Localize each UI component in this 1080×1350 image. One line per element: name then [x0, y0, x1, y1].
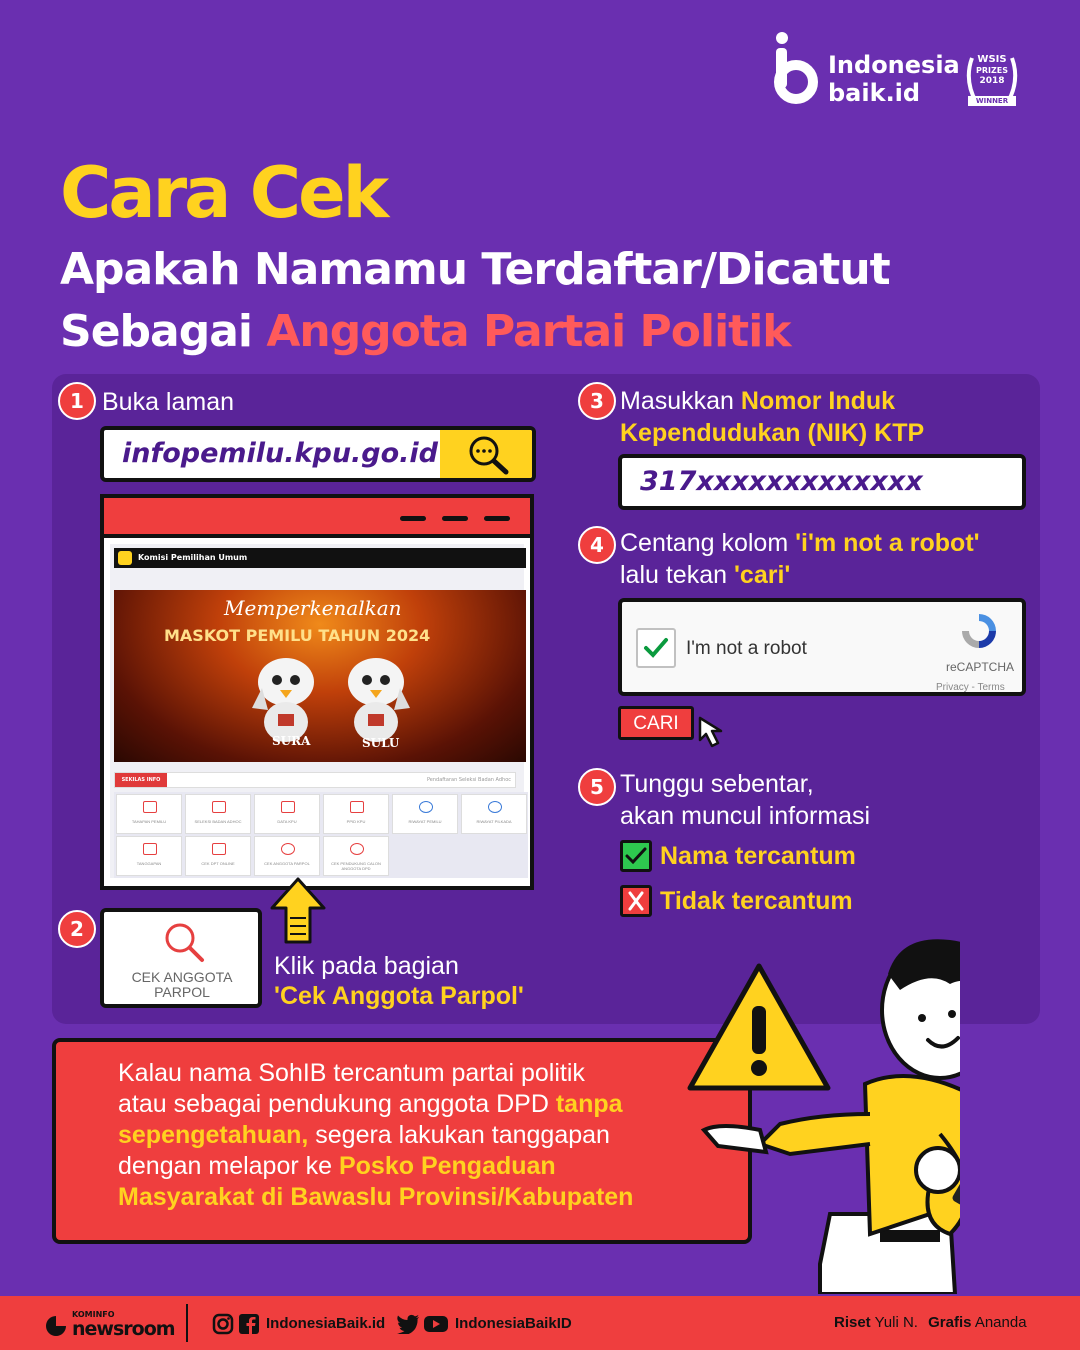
window-control-1 — [400, 516, 426, 521]
menu-item-label: RIWAYAT PEMILU — [408, 819, 442, 824]
step2-number: 2 — [58, 910, 96, 948]
warning-h1: tanpa — [555, 1090, 623, 1118]
checkmark-icon — [640, 632, 672, 664]
warning-line4 — [118, 1151, 678, 1182]
window-control-2 — [442, 516, 468, 521]
warning-line3 — [118, 1120, 678, 1151]
cursor-icon — [696, 714, 732, 754]
step4-text-line1 — [620, 527, 980, 559]
kpu-logo-icon — [118, 551, 132, 565]
award-line1: WSIS — [977, 54, 1007, 65]
warning-line2 — [118, 1089, 678, 1120]
menu-item-data-kpu[interactable] — [254, 794, 320, 834]
menu-item-riwayat-pemilu[interactable] — [392, 794, 458, 834]
cari-button-label: CARI — [633, 713, 679, 734]
award-line2: PRIZES — [975, 66, 1009, 75]
twitter-icon[interactable] — [396, 1314, 420, 1334]
step3-highlight-2: Kependudukan (NIK) KTP — [620, 419, 925, 447]
brand-logo — [772, 30, 1032, 120]
menu-item-seleksi[interactable] — [185, 794, 251, 834]
award-line3: 2018 — [979, 76, 1005, 86]
step3-text-plain: Masukkan — [620, 387, 741, 415]
banner-script: Memperkenalkan — [224, 596, 402, 620]
step2-text: Klik pada bagian — [274, 952, 459, 980]
idcard-icon — [212, 801, 226, 813]
nik-input[interactable] — [618, 454, 1026, 510]
step1-number: 1 — [58, 382, 96, 420]
website-viewport — [110, 544, 524, 878]
search-icon — [350, 843, 364, 855]
instagram-icon[interactable] — [212, 1313, 234, 1335]
step1-text: Buka laman — [102, 388, 235, 416]
step3-highlight-1: Nomor Induk — [740, 387, 896, 415]
subtitle-line2: Apakah Namamu Terdaftar/Dicatut — [60, 244, 890, 295]
menu-item-riwayat-pilkada[interactable] — [461, 794, 527, 834]
step3-number: 3 — [578, 382, 616, 420]
nik-value: 317xxxxxxxxxxxxx — [640, 466, 923, 497]
search-icon — [464, 432, 512, 476]
chat-icon — [143, 843, 157, 855]
step4-highlight-2: 'cari' — [733, 561, 791, 589]
menu-item-label: CEK PENDUKUNG CALON ANGGOTA DPD — [331, 861, 381, 871]
step4-text-plain-1: Centang kolom — [620, 529, 796, 557]
clock-icon — [488, 801, 502, 813]
result-ok-icon — [620, 840, 652, 872]
credit-grafis-name: Ananda — [974, 1314, 1027, 1331]
recaptcha-brand: reCAPTCHA — [946, 660, 1015, 674]
shield-icon — [212, 843, 226, 855]
step4-number: 4 — [578, 526, 616, 564]
warning-h3: Posko Pengaduan — [338, 1152, 556, 1180]
credit-grafis-label: Grafis — [928, 1314, 972, 1331]
footer-divider — [186, 1304, 188, 1342]
kominfo-big: newsroom — [72, 1318, 175, 1340]
checkmark-icon — [623, 843, 649, 869]
arrow-up-icon — [268, 876, 328, 946]
warning-text — [118, 1058, 678, 1213]
step5-text-line1: Tunggu sebentar, — [620, 770, 814, 798]
url-search-area — [440, 430, 532, 478]
banner-title: MASKOT PEMILU TAHUN 2024 — [164, 626, 431, 645]
indonesiabaik-logo-icon — [772, 30, 820, 106]
recaptcha-widget — [618, 598, 1026, 696]
credit-riset-name: Yuli N. — [874, 1314, 918, 1331]
menu-item-label: DATA KPU — [277, 819, 297, 824]
menu-grid — [114, 792, 528, 878]
menu-item-tahapan[interactable] — [116, 794, 182, 834]
step4-text-line2 — [620, 559, 790, 591]
warning-h4: Masyarakat di Bawaslu Provinsi/Kabupaten — [118, 1183, 634, 1211]
step5-text-line2: akan muncul informasi — [620, 802, 871, 830]
menu-item-cek-dpt[interactable] — [185, 836, 251, 876]
info-bar — [114, 772, 516, 788]
menu-item-label: CEK ANGGOTA PARPOL — [264, 861, 310, 866]
menu-item-label: TAHAPAN PEMILU — [131, 819, 167, 824]
credit-riset-label: Riset — [834, 1314, 871, 1331]
site-header — [114, 548, 526, 568]
cek-anggota-parpol-button[interactable] — [100, 908, 262, 1008]
info-right: Pendaftaran Seleksi Badan Adhoc — [426, 777, 511, 783]
kominfo-small: KOMINFO — [72, 1310, 115, 1319]
cross-icon — [623, 888, 649, 914]
book-icon — [281, 801, 295, 813]
recaptcha-label: I'm not a robot — [686, 638, 807, 659]
url-text: infopemilu.kpu.go.id — [122, 438, 439, 469]
menu-item-ppid[interactable] — [323, 794, 389, 834]
grid-icon — [143, 801, 157, 813]
result-ok-text: Nama tercantum — [660, 842, 856, 870]
step2-highlight: 'Cek Anggota Parpol' — [274, 982, 524, 1010]
award-line4: WINNER — [975, 97, 1009, 105]
social-handle-2[interactable]: IndonesiaBaikID — [455, 1315, 572, 1332]
book-icon — [350, 801, 364, 813]
browser-titlebar — [104, 498, 530, 538]
menu-item-tanggapan[interactable] — [116, 836, 182, 876]
facebook-icon[interactable] — [238, 1313, 260, 1335]
menu-item-cek-pendukung[interactable] — [323, 836, 389, 876]
kominfo-logo — [44, 1306, 174, 1342]
step4-text-plain-2: lalu tekan — [620, 561, 734, 589]
url-bar — [100, 426, 536, 482]
browser-window — [100, 494, 534, 890]
warning-line1: Kalau nama SohIB tercantum partai politik — [118, 1059, 585, 1087]
brand-name-line1: Indonesia — [828, 51, 960, 79]
recaptcha-links[interactable]: Privacy - Terms — [936, 682, 1005, 693]
award-badge — [962, 48, 1022, 112]
site-header-title: Komisi Pemilihan Umum — [138, 553, 248, 562]
mascot-left-name: SURA — [272, 734, 311, 748]
result-no-icon — [620, 885, 652, 917]
menu-item-label: TANGGAPAN — [136, 861, 162, 866]
clock-icon — [419, 801, 433, 813]
mascot-right-name: SULU — [362, 736, 400, 750]
cek-anggota-parpol-label: CEK ANGGOTA PARPOL — [131, 969, 233, 1000]
warning-p2: atau sebagai pendukung anggota DPD — [118, 1090, 556, 1118]
step3-text-line1 — [620, 385, 895, 417]
menu-item-label: PPID KPU — [346, 819, 366, 824]
kominfo-swirl-icon — [44, 1314, 68, 1338]
info-tab[interactable]: SEKILAS INFO — [115, 773, 167, 787]
credits — [834, 1314, 1027, 1331]
menu-item-label: RIWAYAT PILKADA — [476, 819, 512, 824]
mascot-sulu-icon — [336, 648, 416, 748]
step5-number: 5 — [578, 768, 616, 806]
result-no-text: Tidak tercantum — [660, 887, 853, 915]
window-control-3 — [484, 516, 510, 521]
subtitle-highlight: Anggota Partai Politik — [266, 306, 791, 357]
cari-button[interactable] — [618, 706, 694, 740]
youtube-icon[interactable] — [423, 1314, 449, 1334]
menu-item-label: CEK DPT ONLINE — [201, 861, 235, 866]
recaptcha-checkbox[interactable] — [636, 628, 676, 668]
menu-item-label: SELEKSI BADAN ADHOC — [194, 819, 242, 824]
social-handle-1[interactable]: IndonesiaBaik.id — [266, 1315, 386, 1332]
recaptcha-logo-icon — [956, 608, 1002, 654]
site-banner — [114, 590, 526, 762]
search-icon — [281, 843, 295, 855]
brand-name-line2: baik.id — [828, 79, 921, 107]
mascot-sura-icon — [246, 648, 326, 748]
search-icon — [162, 920, 206, 964]
step4-highlight-1: 'i'm not a robot' — [795, 529, 980, 557]
warning-h2: sepengetahuan, — [118, 1121, 309, 1149]
menu-item-cek-anggota-parpol[interactable] — [254, 836, 320, 876]
warning-p3: segera lakukan tanggapan — [308, 1121, 610, 1149]
warning-p4: dengan melapor ke — [118, 1152, 339, 1180]
page-title: Cara Cek — [60, 152, 387, 234]
character-illustration-icon — [700, 934, 960, 1294]
subtitle-plain: Sebagai — [60, 306, 267, 357]
subtitle-line3 — [60, 306, 791, 357]
